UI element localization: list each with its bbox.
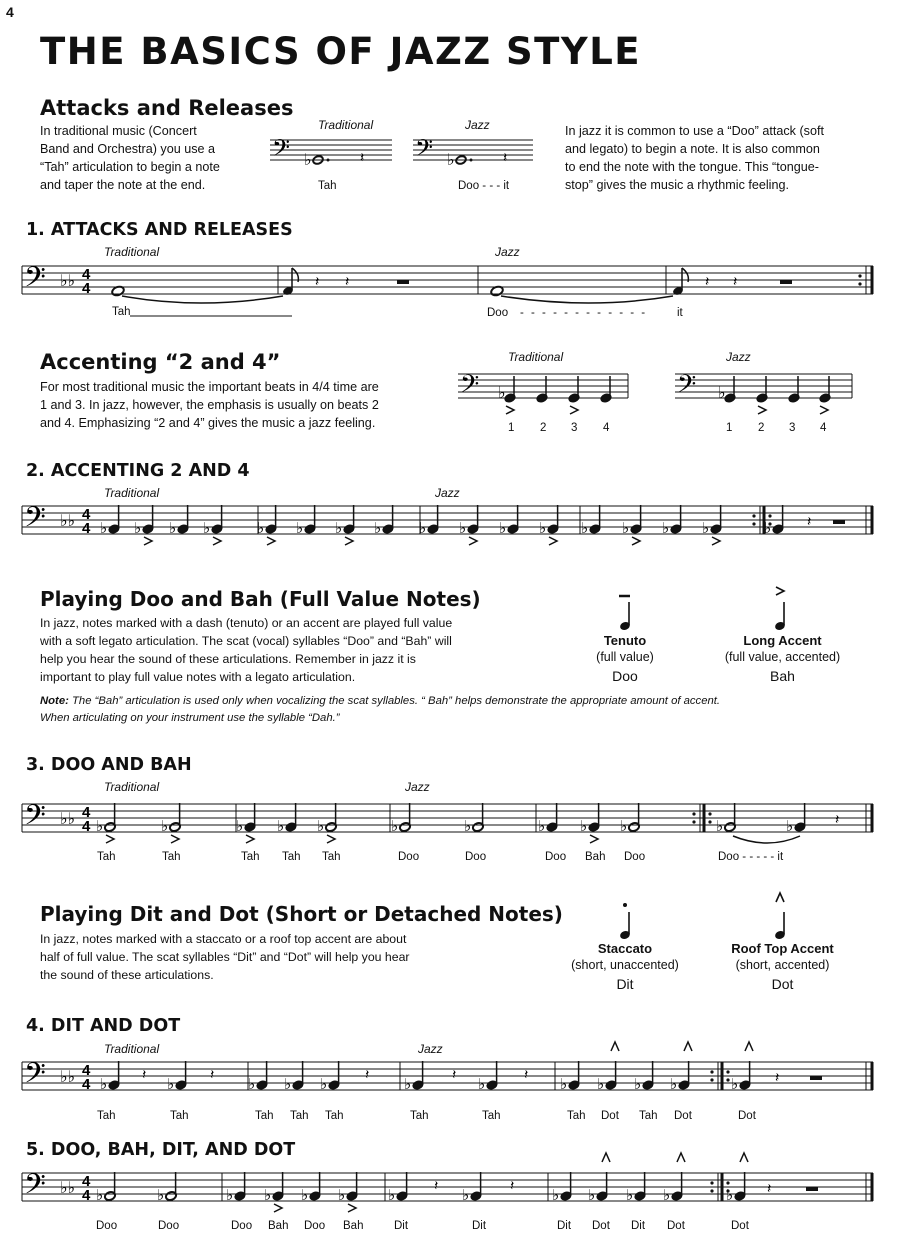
svg-text:♭: ♭ — [538, 817, 546, 835]
tenuto-syllable: Doo — [612, 668, 638, 684]
svg-text:𝄽: 𝄽 — [510, 1177, 515, 1193]
label-jazz: Jazz — [405, 780, 430, 794]
svg-text:4: 4 — [82, 280, 91, 297]
svg-text:♭: ♭ — [419, 519, 427, 537]
syllable: Tah — [97, 851, 116, 863]
doo-bah-note: Note: The “Bah” articulation is used only when vocalizing the scat syllables. “ Bah” helps demonstrate the appropriate amount of accent. When articulating on your instrument use the syllable “Dah.” — [40, 695, 721, 724]
label-traditional: Traditional — [318, 118, 374, 132]
svg-text:♭: ♭ — [301, 1186, 309, 1204]
svg-text:♭: ♭ — [167, 1075, 175, 1093]
syllable-tah: Tah — [112, 306, 131, 318]
label-jazz: Jazz — [495, 245, 520, 259]
svg-text:♭: ♭ — [96, 1186, 104, 1204]
attacks-right-text: In jazz it is common to use a “Doo” attack (soft and legato) to begin a note. It is also common to end the note with the tongue. This “tongue- stop” gives the music a rhythmic feeling. — [565, 124, 824, 192]
svg-text:♭: ♭ — [581, 519, 589, 537]
syllable: Dot — [738, 1110, 756, 1122]
svg-text:4: 4 — [82, 1076, 91, 1093]
syllable: Dot — [731, 1220, 749, 1232]
exercise-1-title: 1. ATTACKS AND RELEASES — [26, 220, 293, 240]
tenuto-label: Tenuto — [603, 633, 647, 648]
svg-text:♭: ♭ — [169, 519, 177, 537]
svg-text:4: 4 — [82, 266, 91, 283]
roof-top-accent-syllable: Dot — [771, 976, 794, 992]
label-jazz: Jazz — [435, 486, 460, 500]
beat-count: 2 — [758, 422, 765, 434]
syllable-doo-it: Doo - - - it — [458, 180, 510, 192]
syllable: Tah — [639, 1110, 658, 1122]
svg-text:♭: ♭ — [670, 1075, 678, 1093]
long-accent-description: (full value, accented) — [724, 650, 841, 664]
page-number: 4 — [6, 4, 14, 20]
svg-text:♭: ♭ — [499, 519, 507, 537]
syllable: Tah — [482, 1110, 501, 1122]
beat-count: 3 — [789, 422, 796, 434]
svg-text:♭: ♭ — [320, 1075, 328, 1093]
svg-text:♭: ♭ — [388, 1186, 396, 1204]
svg-text:𝄽: 𝄽 — [142, 1066, 147, 1082]
svg-text:4: 4 — [82, 804, 91, 821]
svg-text:4: 4 — [82, 818, 91, 835]
svg-text:𝄽: 𝄽 — [315, 273, 320, 289]
svg-text:♭: ♭ — [257, 519, 265, 537]
section-heading-accenting: Accenting “2 and 4” — [40, 350, 281, 374]
svg-text:𝄽: 𝄽 — [503, 149, 508, 165]
syllable: Doo — [624, 851, 646, 863]
beat-count: 2 — [540, 422, 547, 434]
bass-clef-icon: 𝄢 — [24, 799, 46, 839]
svg-text:♭♭: ♭♭ — [60, 809, 76, 828]
svg-text:♭: ♭ — [203, 519, 211, 537]
svg-text:♭: ♭ — [634, 1075, 642, 1093]
svg-text:♭: ♭ — [96, 817, 104, 835]
bass-clef-icon: 𝄢 — [677, 370, 697, 405]
svg-text:♭: ♭ — [731, 1075, 739, 1093]
label-jazz: Jazz — [465, 118, 490, 132]
syllable: Bah — [585, 851, 606, 863]
syllable: Doo — [398, 851, 420, 863]
roof-top-accent-mark — [740, 1153, 748, 1162]
svg-text:♭: ♭ — [335, 519, 343, 537]
svg-text:♭: ♭ — [157, 1186, 165, 1204]
dit-dot-text: In jazz, notes marked with a staccato or a roof top accent are about half of full value. The scat syllables “Dit” and “Dot” will help you hear the sound of these articulations. — [40, 932, 410, 982]
long-accent-syllable: Bah — [770, 668, 795, 684]
syllable: Bah — [268, 1220, 289, 1232]
svg-text:𝄽: 𝄽 — [524, 1066, 529, 1082]
beat-count: 3 — [571, 422, 578, 434]
svg-text:♭: ♭ — [597, 1075, 605, 1093]
syllable: Bah — [343, 1220, 364, 1232]
syllable: Dit — [394, 1220, 409, 1232]
syllable: Doo — [545, 851, 567, 863]
syllable: Tah — [255, 1110, 274, 1122]
svg-text:♭: ♭ — [764, 519, 772, 537]
svg-text:♭: ♭ — [277, 817, 285, 835]
svg-text:♭: ♭ — [662, 519, 670, 537]
svg-text:𝄽: 𝄽 — [835, 811, 840, 827]
label-traditional: Traditional — [104, 486, 160, 500]
staccato-description: (short, unaccented) — [571, 958, 679, 972]
svg-text:♭: ♭ — [702, 519, 710, 537]
bass-clef-icon: 𝄢 — [415, 134, 434, 167]
svg-text:4: 4 — [82, 520, 91, 537]
svg-text:𝄽: 𝄽 — [733, 273, 738, 289]
label-traditional: Traditional — [508, 350, 564, 364]
svg-text:𝄽: 𝄽 — [807, 513, 812, 529]
label-traditional: Traditional — [104, 1042, 160, 1056]
svg-text:♭: ♭ — [459, 519, 467, 537]
exercise-4-title: 4. DIT AND DOT — [26, 1016, 181, 1036]
accent-mark — [274, 1204, 282, 1212]
svg-text:♭: ♭ — [539, 519, 547, 537]
attacks-left-text: In traditional music (Concert Band and Orchestra) you use a “Tah” articulation to begin a note and taper the note at the end. — [40, 124, 220, 192]
svg-text:♭: ♭ — [716, 817, 724, 835]
svg-text:♭: ♭ — [580, 817, 588, 835]
label-traditional: Traditional — [104, 245, 160, 259]
svg-text:𝄽: 𝄽 — [452, 1066, 457, 1082]
syllable: Dot — [667, 1220, 685, 1232]
svg-text:𝄽: 𝄽 — [705, 273, 710, 289]
svg-text:♭: ♭ — [338, 1186, 346, 1204]
svg-text:♭: ♭ — [726, 1186, 734, 1204]
page-title: THE BASICS OF JAZZ STYLE — [40, 30, 642, 73]
svg-text:𝄽: 𝄽 — [345, 273, 350, 289]
section-heading-dit-dot: Playing Dit and Dot (Short or Detached Notes) — [40, 902, 563, 926]
beat-count: 1 — [726, 422, 733, 434]
svg-text:♭: ♭ — [588, 1186, 596, 1204]
syllable: Doo — [158, 1220, 180, 1232]
svg-text:4: 4 — [82, 506, 91, 523]
svg-text:♭: ♭ — [626, 1186, 634, 1204]
svg-text:𝄽: 𝄽 — [434, 1177, 439, 1193]
staccato-syllable: Dit — [616, 976, 634, 992]
syllable: Tah — [322, 851, 341, 863]
label-traditional: Traditional — [104, 780, 160, 794]
svg-text:♭: ♭ — [786, 817, 794, 835]
roof-top-accent-label: Roof Top Accent — [731, 941, 834, 956]
beat-count: 4 — [603, 422, 610, 434]
syllable: Dot — [674, 1110, 692, 1122]
exercise-2-title: 2. ACCENTING 2 AND 4 — [26, 461, 250, 481]
svg-text:4: 4 — [82, 1173, 91, 1190]
svg-text:♭: ♭ — [100, 519, 108, 537]
svg-text:♭: ♭ — [462, 1186, 470, 1204]
svg-text:♭♭: ♭♭ — [60, 511, 76, 530]
syllable: Dit — [631, 1220, 646, 1232]
exercise-3-title: 3. DOO AND BAH — [26, 755, 192, 775]
svg-text:♭: ♭ — [622, 519, 630, 537]
svg-text:♭: ♭ — [236, 817, 244, 835]
svg-text:♭♭: ♭♭ — [60, 1067, 76, 1086]
svg-text:4: 4 — [82, 1187, 91, 1204]
svg-text:♭: ♭ — [284, 1075, 292, 1093]
syllable: Tah — [241, 851, 260, 863]
svg-text:♭: ♭ — [317, 817, 325, 835]
syllable: Dot — [601, 1110, 619, 1122]
svg-text:♭: ♭ — [304, 150, 312, 169]
syllable: Doo — [465, 851, 487, 863]
syllable: Tah — [410, 1110, 429, 1122]
roof-top-accent-description: (short, accented) — [735, 958, 830, 972]
svg-text:♭: ♭ — [498, 383, 506, 402]
svg-text:♭: ♭ — [478, 1075, 486, 1093]
bass-clef-icon: 𝄢 — [24, 1168, 46, 1208]
svg-text:♭: ♭ — [464, 817, 472, 835]
staccato-label: Staccato — [597, 941, 653, 956]
svg-text:♭: ♭ — [161, 817, 169, 835]
svg-text:♭: ♭ — [391, 817, 399, 835]
bass-clef-icon: 𝄢 — [24, 261, 46, 301]
svg-text:𝄽: 𝄽 — [775, 1069, 780, 1085]
svg-text:4: 4 — [82, 1062, 91, 1079]
svg-text:♭: ♭ — [404, 1075, 412, 1093]
syllable: Tah — [97, 1110, 116, 1122]
svg-text:♭: ♭ — [663, 1186, 671, 1204]
bass-clef-icon: 𝄢 — [272, 134, 291, 167]
svg-text:♭♭: ♭♭ — [60, 271, 76, 290]
svg-text:♭: ♭ — [226, 1186, 234, 1204]
svg-text:♭: ♭ — [248, 1075, 256, 1093]
syllable: Tah — [567, 1110, 586, 1122]
svg-text:♭♭: ♭♭ — [60, 1178, 76, 1197]
syllable: Dit — [557, 1220, 572, 1232]
label-jazz: Jazz — [726, 350, 751, 364]
svg-text:♭: ♭ — [296, 519, 304, 537]
doo-bah-text: In jazz, notes marked with a dash (tenuto) or an accent are played full value with a soft legato articulation. The scat (vocal) syllables “Doo” and “Bah” will help you hear the sound of these articulations. Remember in jazz it is important to play full value notes with a legato articulation. — [40, 616, 453, 684]
accenting-text: For most traditional music the important beats in 4/4 time are 1 and 3. In jazz, however, the emphasis is usually on beats 2 and 4. Emphasizing “2 and 4” gives the music a jazz feeling. — [40, 380, 379, 430]
svg-text:♭: ♭ — [718, 383, 726, 402]
svg-text:♭: ♭ — [560, 1075, 568, 1093]
svg-text:♭: ♭ — [552, 1186, 560, 1204]
svg-text:♭: ♭ — [620, 817, 628, 835]
syllable-dashes: - - - - - - - - - - - - — [520, 307, 648, 319]
beat-count: 1 — [508, 422, 515, 434]
tenuto-description: (full value) — [596, 650, 654, 664]
syllable: Doo — [96, 1220, 118, 1232]
svg-text:♭: ♭ — [100, 1075, 108, 1093]
svg-text:♭: ♭ — [374, 519, 382, 537]
syllable: Dot — [592, 1220, 610, 1232]
accent-mark — [348, 1204, 356, 1212]
beat-count: 4 — [820, 422, 827, 434]
syllable: Tah — [282, 851, 301, 863]
svg-text:♭: ♭ — [447, 150, 455, 169]
svg-text:𝄽: 𝄽 — [210, 1066, 215, 1082]
section-heading-doo-bah: Playing Doo and Bah (Full Value Notes) — [40, 587, 481, 611]
syllable: Tah — [162, 851, 181, 863]
svg-text:♭: ♭ — [134, 519, 142, 537]
roof-top-accent-mark — [602, 1153, 610, 1162]
syllable: Doo — [304, 1220, 326, 1232]
long-accent-label: Long Accent — [743, 633, 822, 648]
svg-text:𝄽: 𝄽 — [365, 1066, 370, 1082]
bass-clef-icon: 𝄢 — [460, 370, 480, 405]
syllable: Dit — [472, 1220, 487, 1232]
label-jazz: Jazz — [418, 1042, 443, 1056]
svg-text:♭: ♭ — [264, 1186, 272, 1204]
syllable: Tah — [290, 1110, 309, 1122]
syllable: Tah — [170, 1110, 189, 1122]
bass-clef-icon: 𝄢 — [24, 1057, 46, 1097]
syllable: Tah — [325, 1110, 344, 1122]
syllable-doo: Doo — [487, 307, 509, 319]
svg-text:𝄽: 𝄽 — [360, 149, 365, 165]
roof-top-accent-mark — [677, 1153, 685, 1162]
svg-text:𝄽: 𝄽 — [767, 1180, 772, 1196]
syllable-tah: Tah — [318, 180, 337, 192]
exercise-5-title: 5. DOO, BAH, DIT, AND DOT — [26, 1140, 296, 1160]
section-heading-attacks: Attacks and Releases — [40, 96, 294, 120]
syllable-it: it — [677, 307, 683, 319]
syllable: Doo - - - - - it — [718, 851, 784, 863]
bass-clef-icon: 𝄢 — [24, 501, 46, 541]
syllable: Doo — [231, 1220, 253, 1232]
